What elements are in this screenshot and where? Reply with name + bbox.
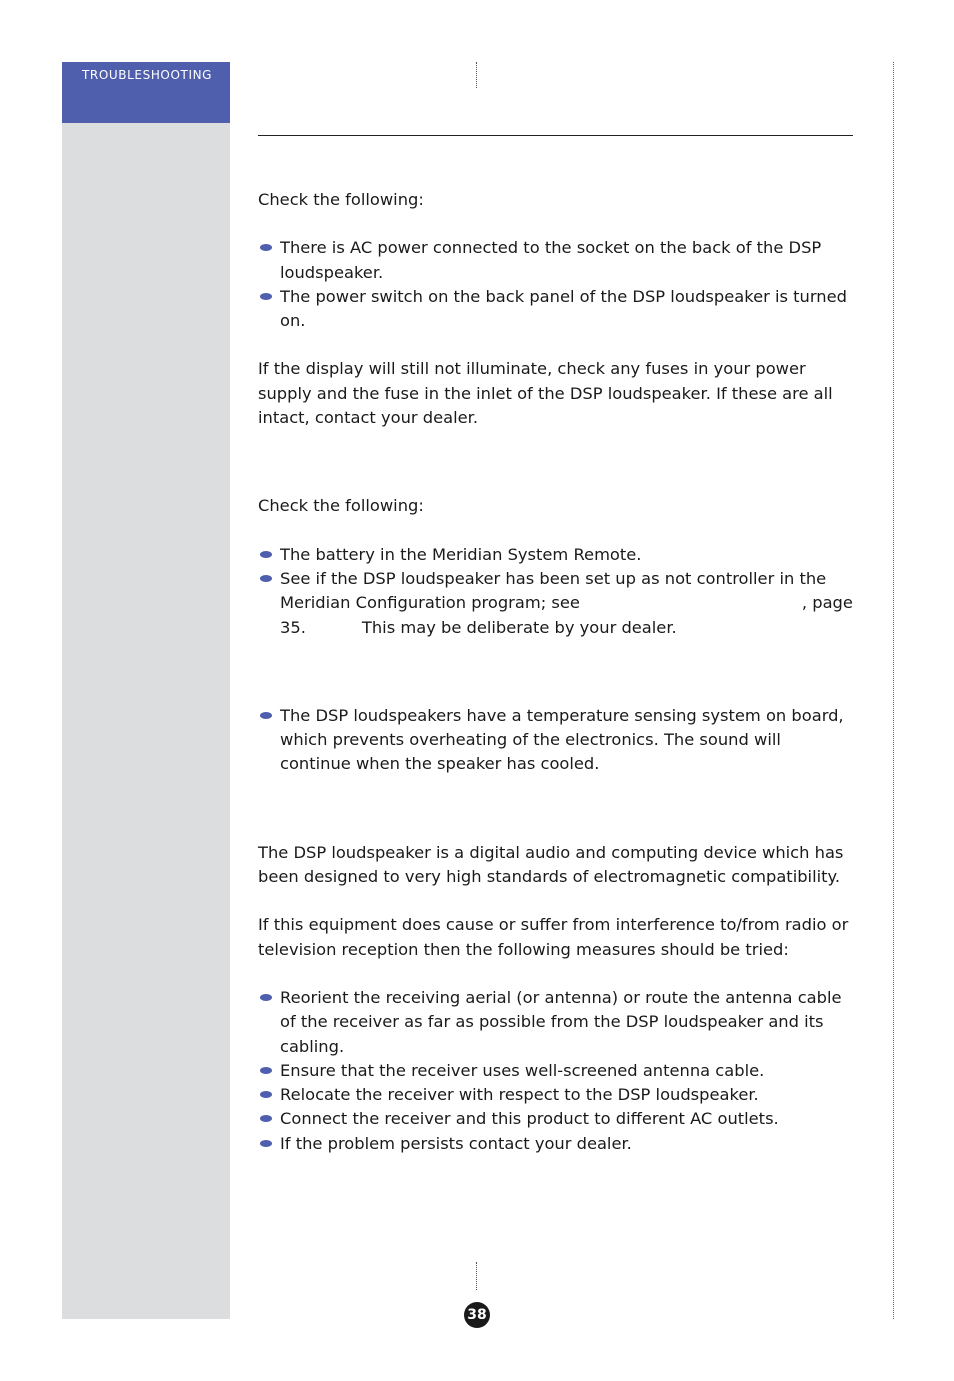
top-dotted-divider	[476, 62, 477, 88]
list-item: There is AC power connected to the socket on the back of the DSP loudspeaker.	[258, 236, 853, 285]
section2-list	[258, 543, 853, 640]
list-item: Relocate the receiver with respect to the DSP loudspeaker.	[258, 1083, 853, 1107]
bullet-icon	[260, 551, 272, 558]
section4-paragraph2: If this equipment does cause or suffer from interference to/from radio or television reception then the following measures should be tried:	[258, 915, 849, 959]
bullet-icon	[260, 1091, 272, 1098]
section-label: TROUBLESHOOTING	[82, 68, 213, 82]
sidebar-panel	[62, 62, 230, 1319]
bullet-icon	[260, 244, 272, 251]
list-item: Connect the receiver and this product to different AC outlets.	[258, 1107, 853, 1131]
header-rule	[258, 135, 853, 136]
bullet-icon	[260, 994, 272, 1001]
right-dotted-divider	[893, 62, 894, 1319]
list-item: See if the DSP loudspeaker has been set up as not controller in the Meridian Configuration program; see , page 35. This may be deliberate by your dealer.	[258, 567, 853, 640]
main-content	[258, 188, 853, 1156]
list-item: The battery in the Meridian System Remote.	[258, 543, 853, 567]
page-number-badge: 38	[464, 1302, 490, 1328]
section-tab	[62, 62, 230, 123]
bullet-icon	[260, 293, 272, 300]
list-item: If the problem persists contact your dealer.	[258, 1132, 853, 1156]
section1-list	[258, 236, 853, 333]
list-item: The power switch on the back panel of the DSP loudspeaker is turned on.	[258, 285, 853, 334]
section4-paragraph1: The DSP loudspeaker is a digital audio and computing device which has been designed to very high standards of electromagnetic compatibility.	[258, 842, 844, 887]
section2-intro: Check the following:	[258, 496, 424, 516]
section1-intro: Check the following:	[258, 190, 424, 209]
section4-list	[258, 986, 853, 1156]
bullet-icon	[260, 575, 272, 582]
section3-list	[258, 704, 853, 777]
bottom-dotted-divider	[476, 1262, 477, 1290]
list-item: Ensure that the receiver uses well-screened antenna cable.	[258, 1059, 853, 1083]
bullet-icon	[260, 1115, 272, 1122]
section1-paragraph: If the display will still not illuminate, check any fuses in your power supply and the fuse in the inlet of the DSP loudspeaker. If these are all intact, contact your dealer.	[258, 359, 833, 428]
bullet-icon	[260, 712, 272, 719]
bullet-icon	[260, 1140, 272, 1147]
list-item: Reorient the receiving aerial (or antenna) or route the antenna cable of the receiver as far as possible from the DSP loudspeaker and its cabling.	[258, 986, 853, 1059]
list-item: The DSP loudspeakers have a temperature sensing system on board, which prevents overheating of the electronics. The sound will continue when the speaker has cooled.	[258, 704, 853, 777]
bullet-icon	[260, 1067, 272, 1074]
